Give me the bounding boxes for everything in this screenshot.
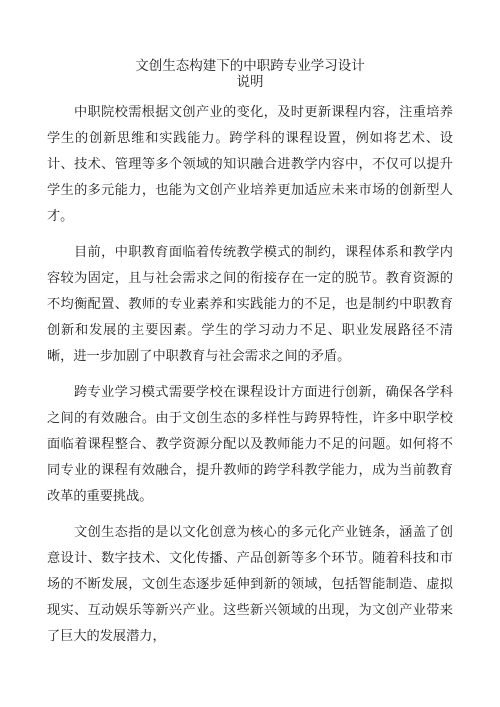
document-subtitle: 说明: [236, 74, 264, 90]
paragraph-4: 文创生态指的是以文化创意为核心的多元化产业链条，涵盖了创意设计、数字技术、文化传播、产品创新等多个环节。随着科技和市场的不断发展，文创生态逐步延伸到新的领域，包括智能制造、虚拟现实、互动娱乐等新兴产业。这些新兴领域的出现，为文创产业带来了巨大的发展潜力，: [47, 525, 453, 644]
paragraph-1: 中职院校需根据文创产业的变化，及时更新课程内容，注重培养学生的创新思维和实践能力。跨学科的课程设置，例如将艺术、设计、技术、管理等多个领域的知识融合进教学内容中，不仅可以提升学生的多元能力，也能为文创产业培养更加适应未来市场的创新型人才。: [47, 105, 453, 224]
paragraph-3: 跨专业学习模式需要学校在课程设计方面进行创新，确保各学科之间的有效融合。由于文创生态的多样性与跨界特性，许多中职学校面临着课程整合、教学资源分配以及教师能力不足的问题。如何将不同专业的课程有效融合，提升教师的跨学科教学能力，成为当前教育改革的重要挑战。: [47, 385, 453, 504]
paragraph-2: 目前，中职教育面临着传统教学模式的制约，课程体系和教学内容较为固定，且与社会需求之间的衔接存在一定的脱节。教育资源的不均衡配置、教师的专业素养和实践能力的不足，也是制约中职教育创新和发展的主要因素。学生的学习动力不足、职业发展路径不清晰，进一步加剧了中职教育与社会需求之间的矛盾。: [47, 245, 453, 364]
document-title: 文创生态构建下的中职跨专业学习设计: [135, 58, 365, 74]
